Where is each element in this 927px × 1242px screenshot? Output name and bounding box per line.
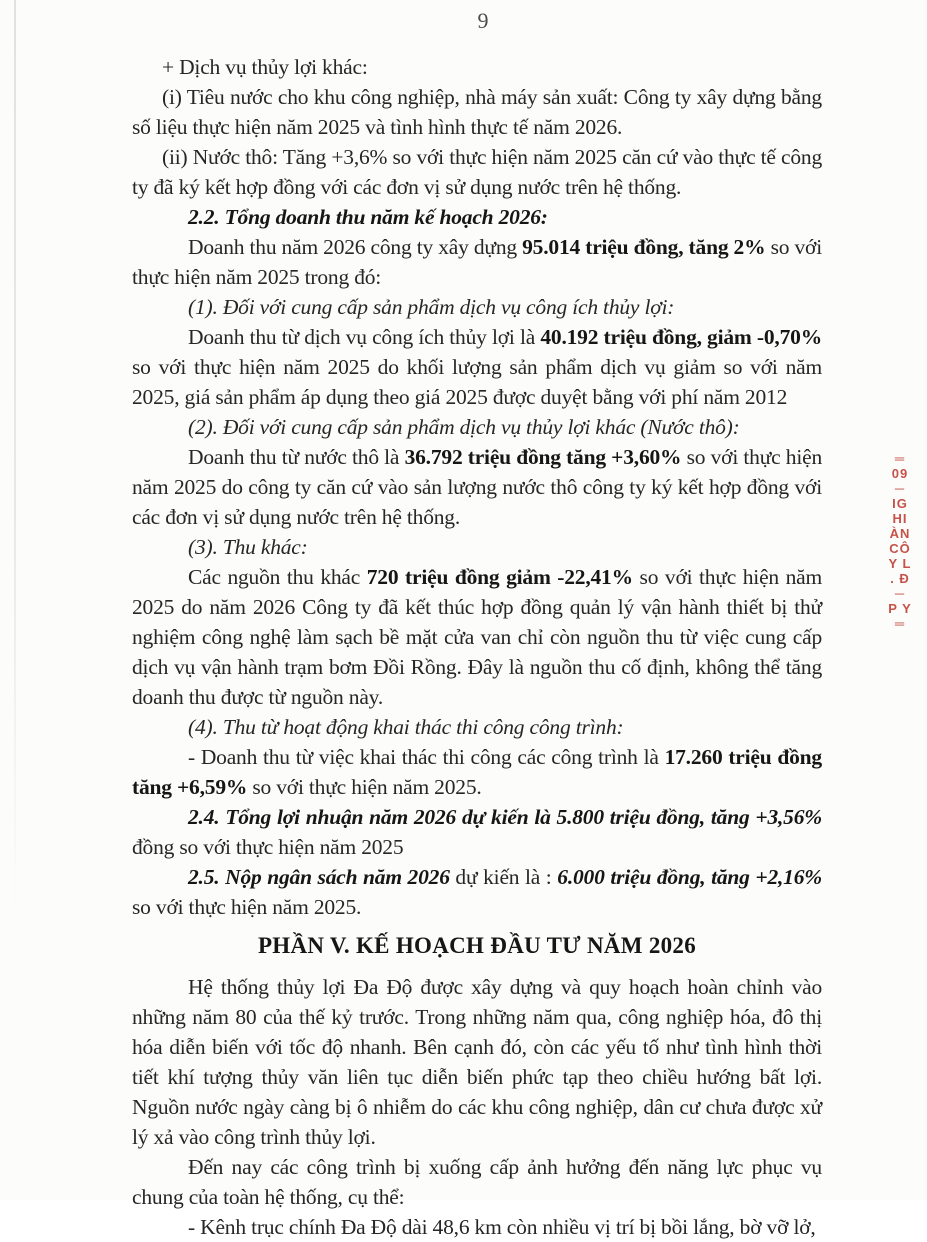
text-run: 2.5. Nộp ngân sách năm 2026 [188,865,450,889]
paragraph [132,442,822,532]
paragraph [132,712,822,742]
paragraph [132,202,822,232]
paragraph [132,232,822,292]
text-run: 6.000 triệu đồng, tăng +2,16% [557,865,822,889]
paragraph [132,862,822,922]
document-body [132,52,822,1242]
text-run: 95.014 triệu đồng, tăng 2% [522,235,766,259]
text-run: 2.2. Tổng doanh thu năm kế hoạch 2026: [188,205,548,229]
text-run: (i) Tiêu nước cho khu công nghiệp, nhà máy sản xuất: Công ty xây dựng bằng số liệu thực hiện năm 2025 và tình hình thực tế năm 2026. [132,85,822,139]
text-run: so với thực hiện năm 2025 do năm 2026 Công ty đã kết thúc hợp đồng quản lý vận hành thiết bị thử nghiệm công nghệ làm sạch bề mặt cửa van chỉ còn nguồn thu từ việc cung cấp dịch vụ vận hành trạm bơm Đồi Rồng. Đây là nguồn thu cố định, không thể tăng doanh thu được từ nguồn này. [132,565,823,709]
text-run: tăng +6,59% [132,775,248,799]
paragraph [132,1212,822,1242]
text-run: (3). Thu khác: [188,535,308,559]
paragraph [132,142,822,202]
text-run: - Kênh trục chính Đa Độ dài 48,6 km còn nhiều vị trí bị bồi lắng, bờ vỡ lở, [188,1215,816,1239]
text-run: (4). Thu từ hoạt động khai thác thi công công trình: [188,715,624,739]
text-run: so với thực hiện năm 2025. [247,775,482,799]
paragraph [132,742,822,802]
stamp-fragment: P Y [888,601,912,616]
scan-edge-line [14,0,16,920]
text-run: Hệ thống thủy lợi Đa Độ được xây dựng và quy hoạch hoàn chỉnh vào những năm 80 của thế kỷ trước. Trong những năm qua, công nghiệp hóa, đô thị hóa diễn biến với tốc độ nhanh. Bên cạnh đó, còn các yếu tố như tình hình thời tiết khí tượng thủy văn liên tục diễn biến phức tạp theo chiều hướng bất lợi. Nguồn nước ngày càng bị ô nhiễm do các khu công nghiệp, dân cư chưa được xử lý xả vào công trình thủy lợi. [132,975,822,1149]
text-run: 36.792 triệu đồng tăng +3,60% [404,445,682,469]
stamp-fragment: Y L [888,556,912,571]
text-run: (ii) Nước thô: Tăng +3,6% so với thực hiện năm 2025 căn cứ vào thực tế công ty đã ký kết hợp đồng với các đơn vị sử dụng nước trên hệ thống. [132,145,822,199]
paragraph [132,292,822,322]
text-run: dự kiến là : [449,865,558,889]
text-run: đồng so với thực hiện năm 2025 [132,835,404,859]
stamp-fragment: CÔ [889,541,911,556]
stamp-fragment: 09 [891,466,909,481]
paragraph [132,412,822,442]
stamp-fragment: ─ [894,586,906,601]
stamp-fragment: ÀN [889,526,911,541]
text-run: + Dịch vụ thủy lợi khác: [162,55,368,79]
paragraph [132,82,822,142]
margin-stamp [879,452,921,630]
text-run: Doanh thu từ nước thô là [188,445,405,469]
text-run: 40.192 triệu đồng, giảm -0,70% [540,325,822,349]
text-run: (1). Đối với cung cấp sản phẩm dịch vụ công ích thủy lợi: [188,295,675,319]
text-run: so với thực hiện năm 2025 do khối lượng sản phẩm dịch vụ giảm so với năm 2025, giá sản phẩm áp dụng theo giá 2025 được duyệt bằng với phí năm 2012 [132,355,822,409]
text-run: 17.260 triệu đồng [664,745,822,769]
text-run: - Doanh thu từ việc khai thác thi công các công trình là [188,745,665,769]
text-run: Doanh thu từ dịch vụ công ích thủy lợi là [188,325,541,349]
paragraph [132,52,822,82]
stamp-fragment: HI [892,511,908,526]
stamp-fragment: ═ [894,616,906,631]
text-run: PHẦN V. KẾ HOẠCH ĐẦU TƯ NĂM 2026 [257,933,697,958]
paragraph [132,532,822,562]
text-run: 720 triệu đồng giảm -22,41% [366,565,633,589]
text-run: Đến nay các công trình bị xuống cấp ảnh hưởng đến năng lực phục vụ chung của toàn hệ thống, cụ thể: [132,1155,822,1209]
paragraph [132,802,822,862]
text-run: so với thực hiện năm 2025. [132,895,362,919]
stamp-fragment: ═ [894,451,906,466]
section-heading [132,922,822,972]
page-number: 9 [477,8,489,33]
stamp-fragment: IG [892,496,908,511]
text-run: Các nguồn thu khác [188,565,367,589]
paragraph [132,1152,822,1212]
text-run: 2.4. Tổng lợi nhuận năm 2026 dự kiến là 5.800 triệu đồng, tăng +3,56% [188,805,822,829]
stamp-fragment: ─ [894,481,906,496]
text-run: (2). Đối với cung cấp sản phẩm dịch vụ thủy lợi khác (Nước thô): [188,415,740,439]
stamp-fragment: . Đ [890,571,910,586]
text-run: so với thực hiện năm 2025 trong đó: [132,235,822,289]
paragraph [132,562,822,712]
text-run: Doanh thu năm 2026 công ty xây dựng [188,235,523,259]
paragraph [132,972,822,1152]
paragraph [132,322,822,412]
text-run: so với thực hiện năm 2025 do công ty căn cứ vào sản lượng nước thô công ty ký kết hợp đồng với các đơn vị sử dụng nước trên hệ thống. [132,445,822,529]
